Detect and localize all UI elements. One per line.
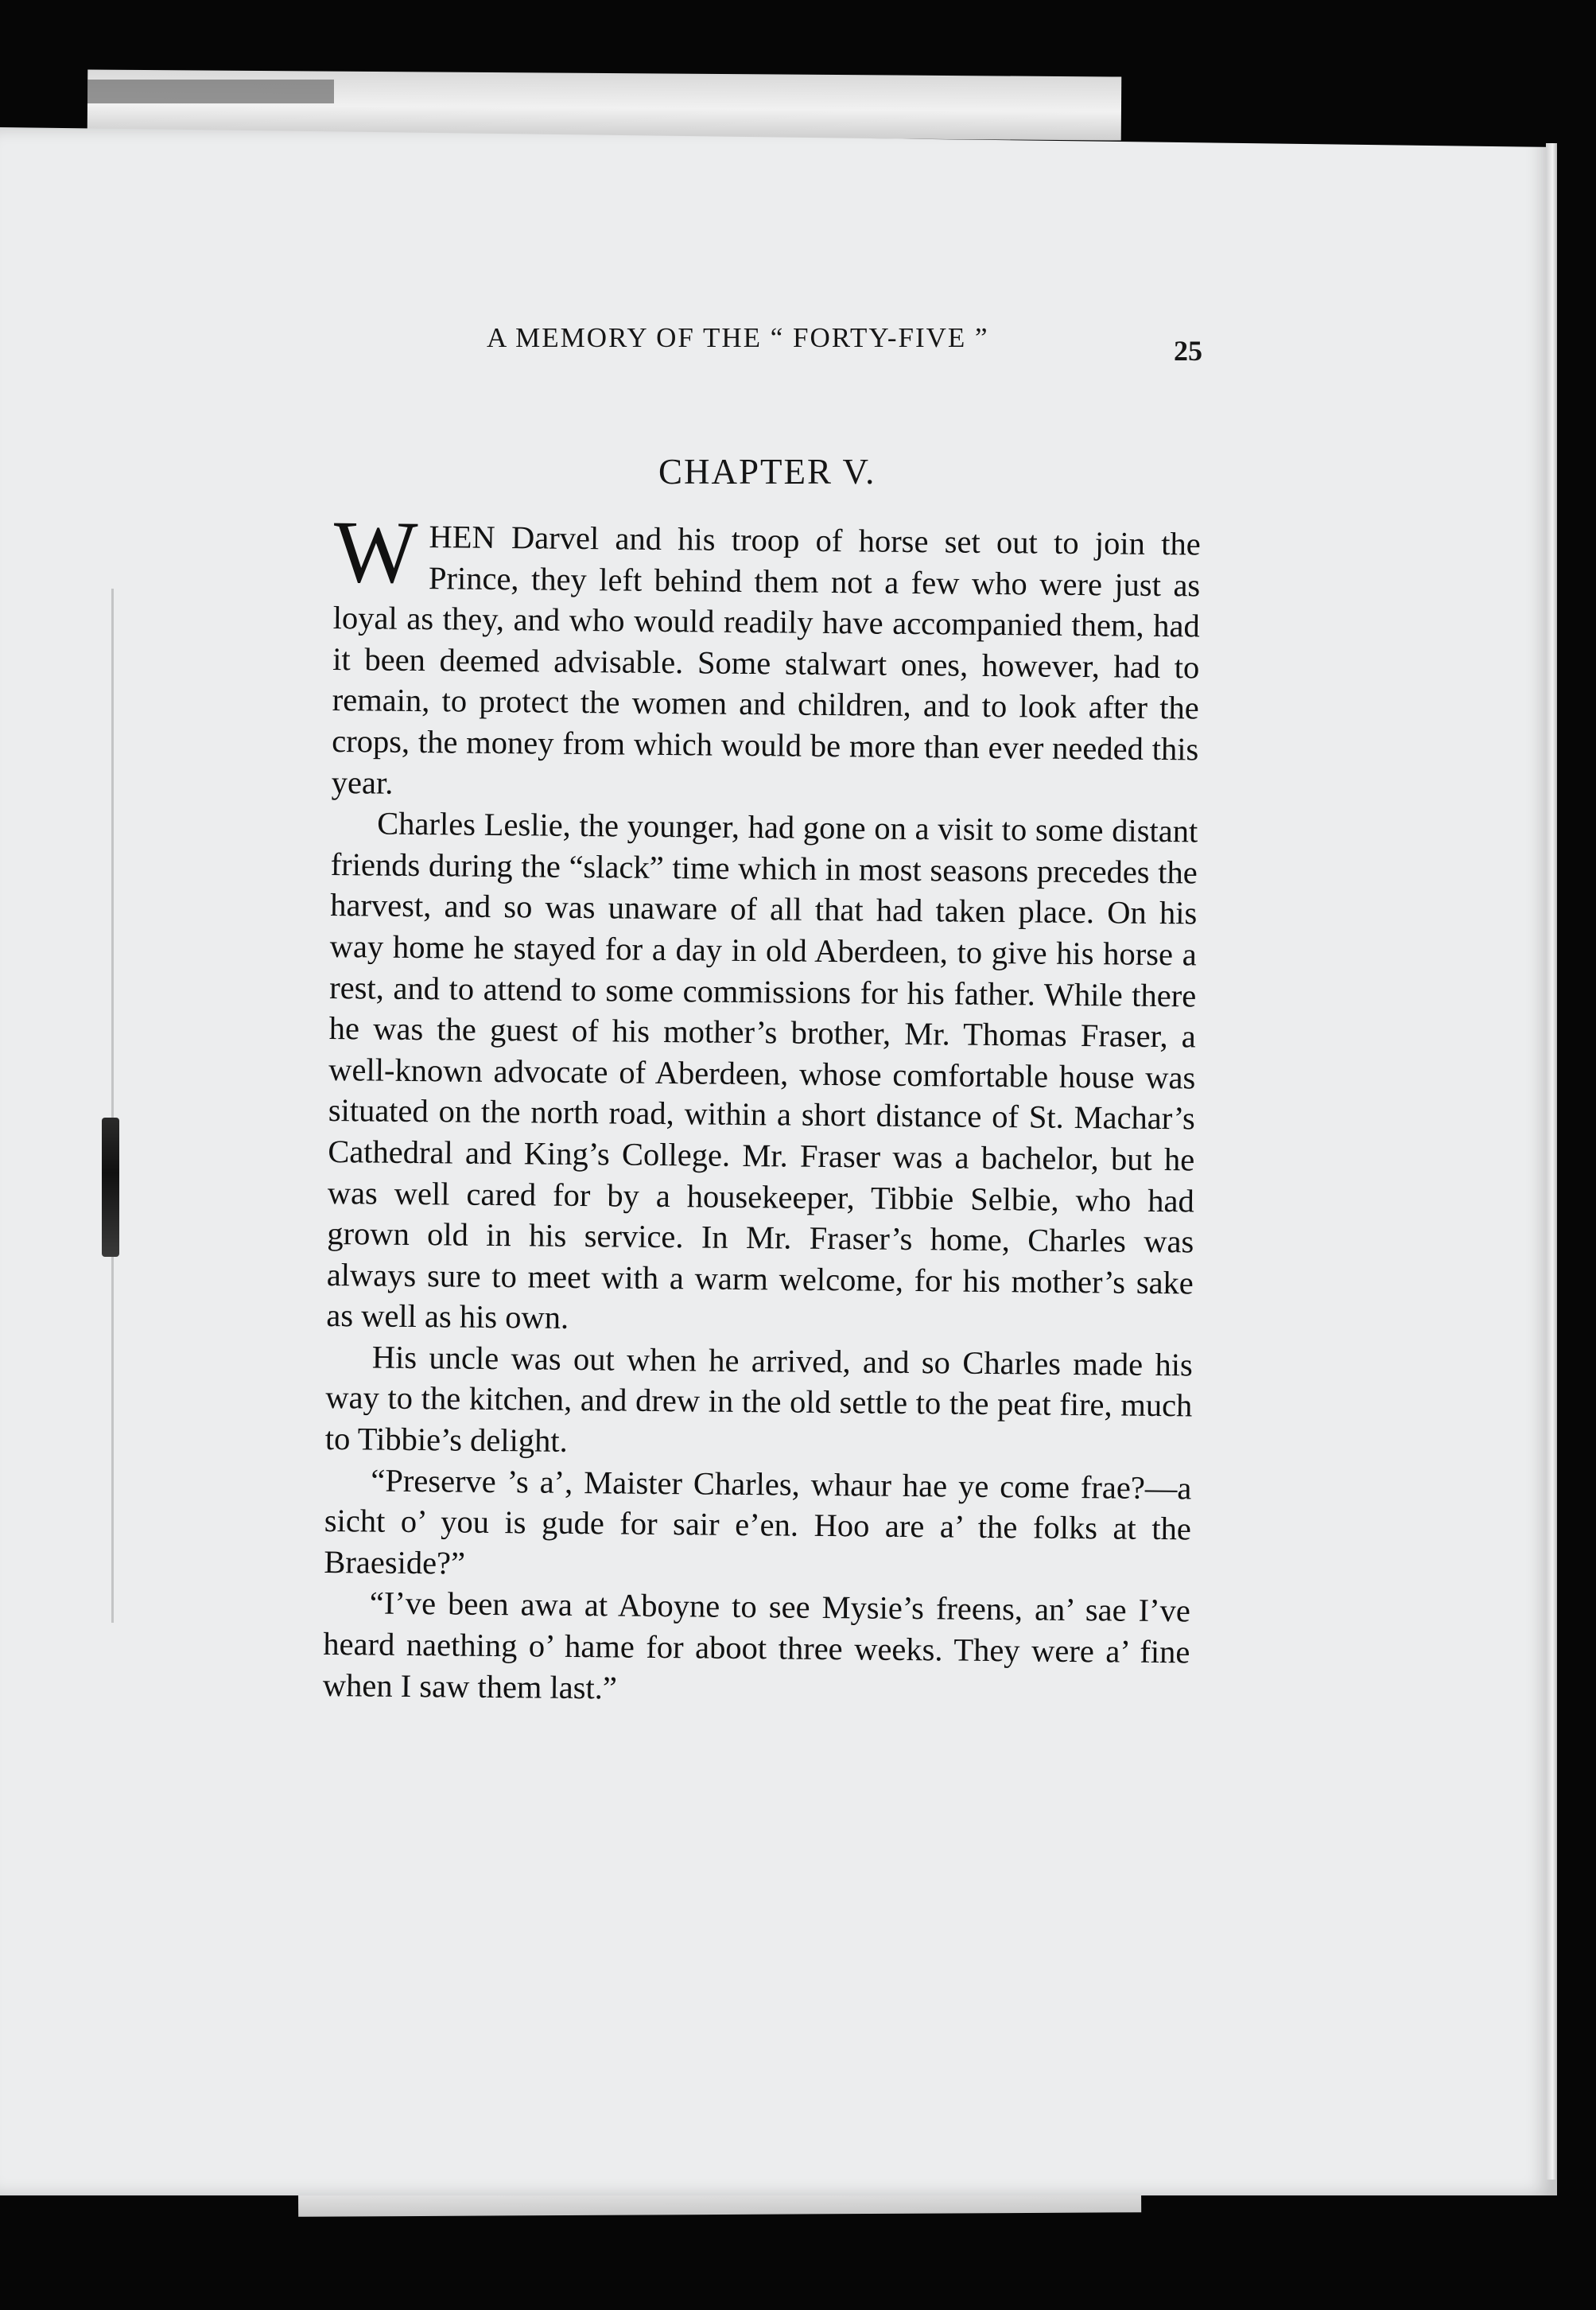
page-edge [1546,143,1557,2180]
paragraph-2: Charles Leslie, the younger, had gone on a visit to some distant friends during the “slack” time which in most seasons precedes the harvest, and so was unaware of all that had taken place. On his way home he stayed for a day in old Aberdeen, to give his horse a rest, and to attend to some commissions for his father. While there he was the guest of his mother’s brother, Mr. Thomas Fraser, a well-known advocate of Aberdeen, whose comfortable house was situated on the north road, within a short distance of St. Machar’s Cathedral and King’s College. Mr. Fraser was a bachelor, but he was well cared for by a housekeeper, Tibbie Selbie, who had grown old in his service. In Mr. Fraser’s home, Charles was always sure to meet with a warm welcome, for his mother’s sake as well as his own. [326,805,1198,1336]
running-head: A MEMORY OF THE “ FORTY-FIVE ” [487,322,989,353]
binding-mark [102,1118,119,1257]
page-number: 25 [1174,335,1202,367]
paragraph-4: “Preserve ’s a’, Maister Charles, whaur hae ye come frae?—a sicht o’ you is gude for sair e’en. Hoo are a’ the folks at the Braeside?” [324,1462,1192,1581]
chapter-heading: CHAPTER V. [658,452,876,492]
binding-line [111,589,114,1623]
drop-cap: W [332,503,418,603]
paragraph-1 [331,503,1201,811]
paragraph-1-text: HEN Darvel and his troop of horse set out to join the Prince, they left behind them not a few who were just as loyal as they, and who would readily have accompanied them, had it been deemed advisable. Some stalwart ones, however, had to remain, to protect the women and children, and to look after the crops, the money from which would be more than ever needed this year. [331,519,1201,801]
scan-artifact-top [87,80,334,103]
paragraph-3: His uncle was out when he arrived, and so Charles made his way to the kitchen, and drew in the old settle to the peat fire, much to Tibbie’s delight. [324,1339,1194,1459]
paragraph-5: “I’ve been awa at Aboyne to see Mysie’s freens, an’ sae I’ve heard naething o’ hame for aboot three weeks. They were a’ fine when I saw them last.” [322,1585,1191,1706]
chapter-body [322,503,1201,1714]
